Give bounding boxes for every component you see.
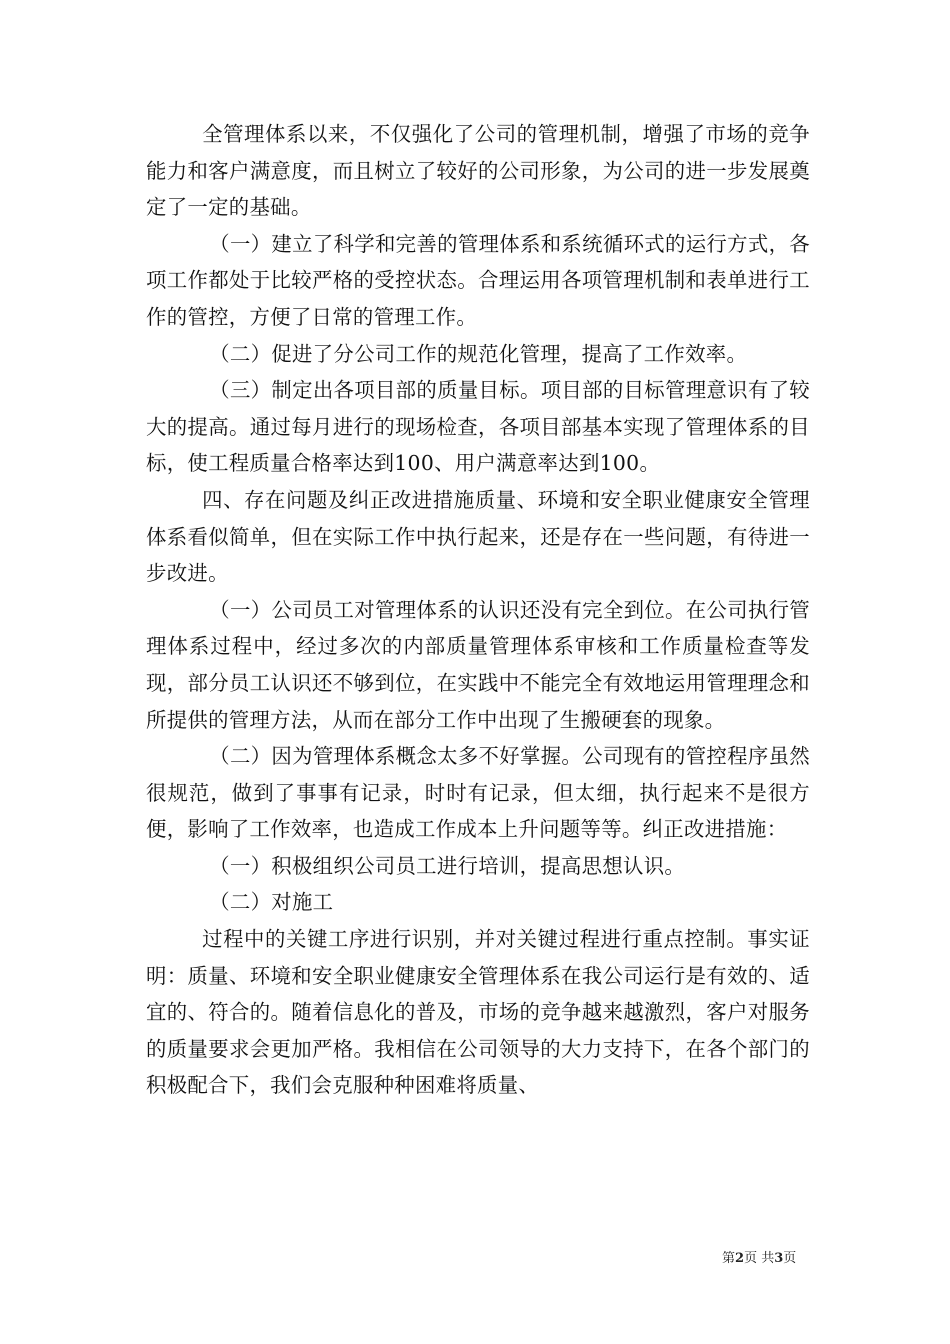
paragraph-8: （一）积极组织公司员工进行培训，提高思想认识。 bbox=[209, 853, 686, 878]
footer-suffix: 页 bbox=[783, 1251, 797, 1266]
document-body bbox=[146, 116, 810, 1104]
footer-page-current: 2 bbox=[735, 1251, 745, 1266]
paragraph-3: （二）促进了分公司工作的规范化管理，提高了工作效率。 bbox=[209, 341, 748, 366]
page-footer bbox=[722, 1247, 796, 1266]
paragraph-4: （三）制定出各项目部的质量目标。项目部的目标管理意识有了较大的提高。通过每月进行的现场检查，各项目部基本实现了管理体系的目标，使工程质量合格率达到100、用户满意率达到100。 bbox=[146, 378, 810, 476]
paragraph-6: （一）公司员工对管理体系的认识还没有完全到位。在公司执行管理体系过程中，经过多次的内部质量管理体系审核和工作质量检查等发现，部分员工认识还不够到位，在实践中不能完全有效地运用管理理念和所提供的管理方法，从而在部分工作中出现了生搬硬套的现象。 bbox=[146, 597, 810, 732]
footer-prefix: 第 bbox=[722, 1251, 736, 1266]
paragraph-2: （一）建立了科学和完善的管理体系和系统循环式的运行方式，各项工作都处于比较严格的受控状态。合理运用各项管理机制和表单进行工作的管控，方便了日常的管理工作。 bbox=[146, 231, 810, 329]
footer-middle: 页 共 bbox=[744, 1251, 775, 1266]
paragraph-9: （二）对施工 bbox=[209, 890, 334, 915]
paragraph-7: （二）因为管理体系概念太多不好掌握。公司现有的管控程序虽然很规范，做到了事事有记录，时时有记录，但太细，执行起来不是很方便，影响了工作效率，也造成工作成本上升问题等等。纠正改进措施： bbox=[146, 744, 810, 842]
paragraph-1: 全管理体系以来，不仅强化了公司的管理机制，增强了市场的竞争能力和客户满意度，而且树立了较好的公司形象，为公司的进一步发展奠定了一定的基础。 bbox=[146, 122, 810, 220]
paragraph-10: 过程中的关键工序进行识别，并对关键过程进行重点控制。事实证明：质量、环境和安全职业健康安全管理体系在我公司运行是有效的、适宜的、符合的。随着信息化的普及，市场的竞争越来越激烈，客户对服务的质量要求会更加严格。我相信在公司领导的大力支持下，在各个部门的积极配合下，我们会克服种种困难将质量、 bbox=[146, 927, 810, 1098]
paragraph-5: 四、存在问题及纠正改进措施质量、环境和安全职业健康安全管理体系看似简单，但在实际工作中执行起来，还是存在一些问题，有待进一步改进。 bbox=[146, 487, 810, 586]
footer-page-total: 3 bbox=[774, 1251, 784, 1266]
